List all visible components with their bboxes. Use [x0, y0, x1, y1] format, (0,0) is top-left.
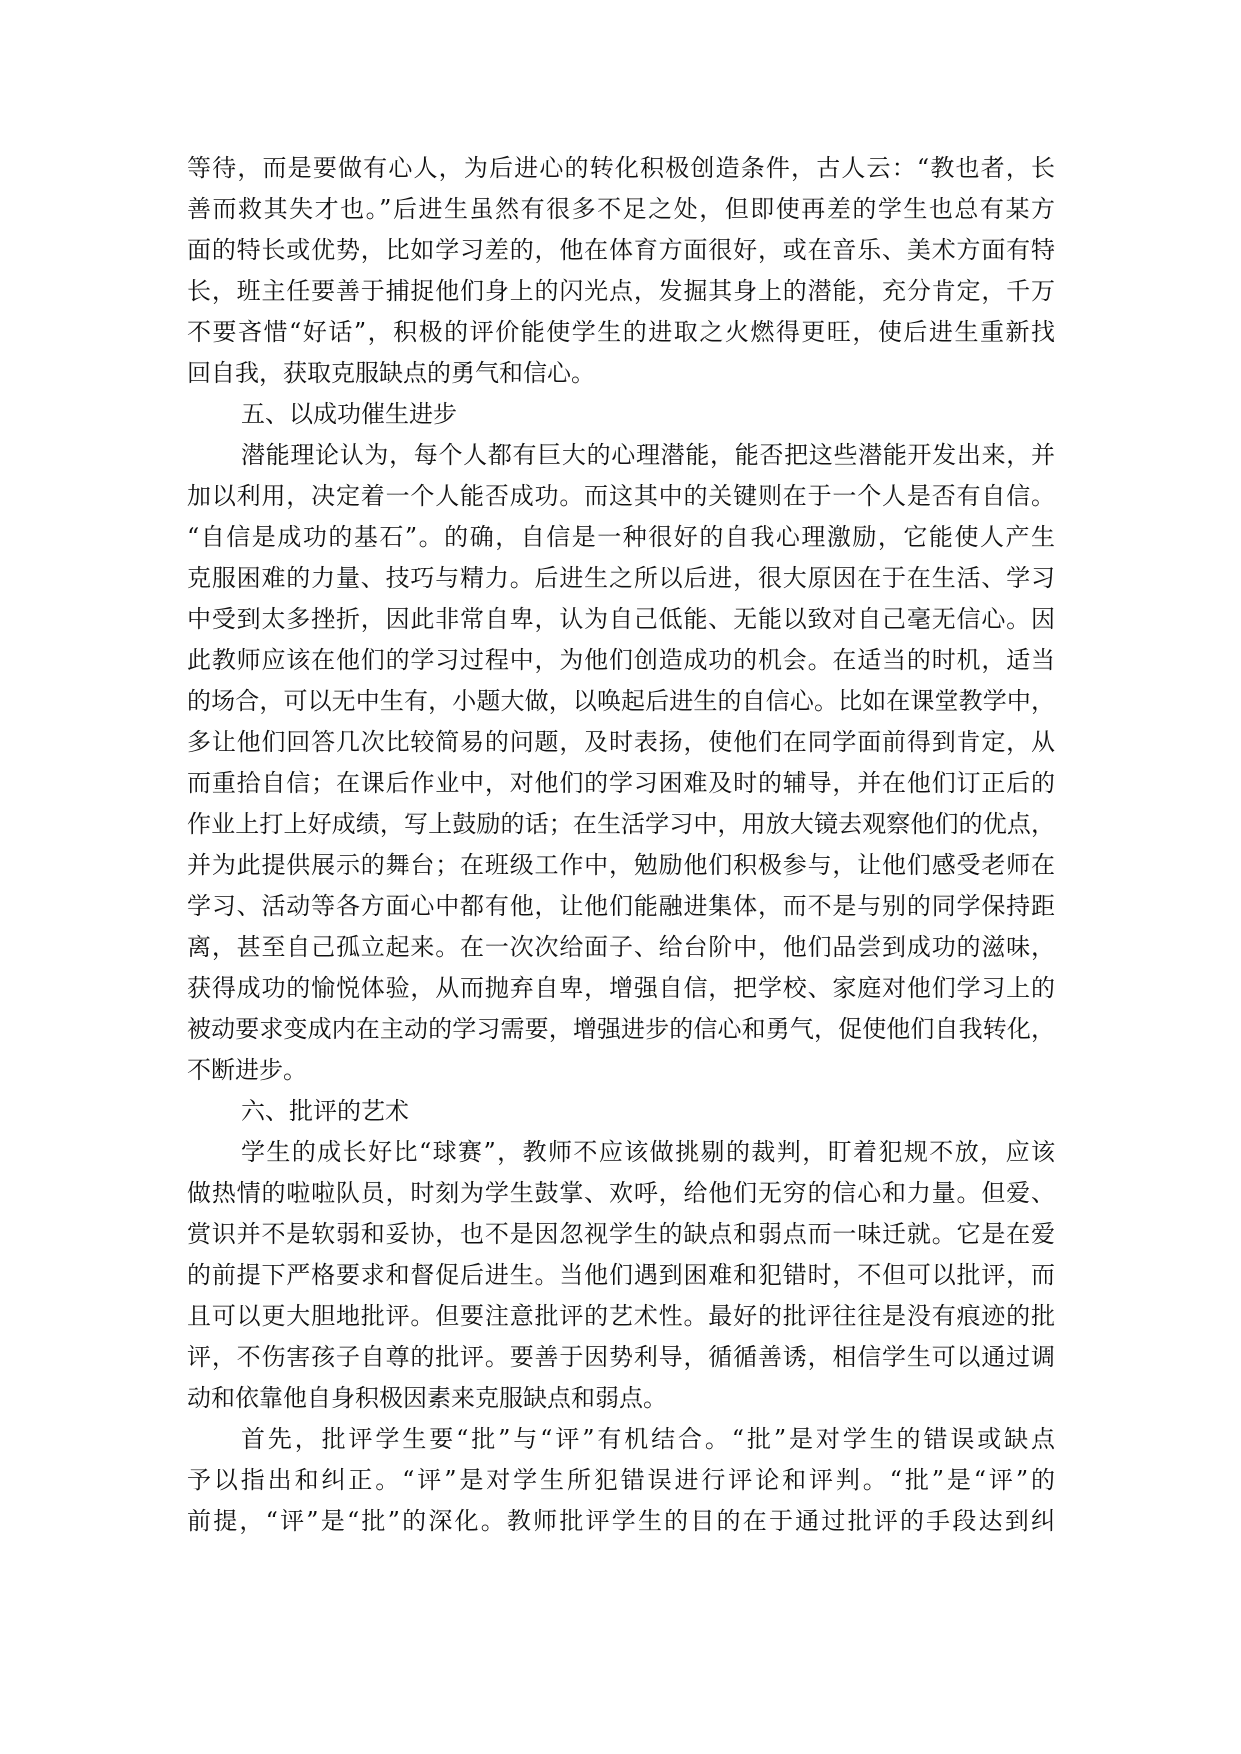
text-line: 获得成功的愉悦体验，从而抛弃自卑，增强自信，把学校、家庭对他们学习上的: [187, 974, 1055, 1002]
text-line: 中受到太多挫折，因此非常自卑，认为自己低能、无能以致对自己毫无信心。因: [187, 605, 1055, 633]
text-line: 回自我，获取克服缺点的勇气和信心。: [187, 359, 595, 387]
text-line: 长，班主任要善于捕捉他们身上的闪光点，发掘其身上的潜能，充分肯定，千万: [187, 277, 1055, 305]
text-line: 而重拾自信；在课后作业中，对他们的学习困难及时的辅导，并在他们订正后的: [187, 769, 1055, 797]
paragraph-first-line: 潜能理论认为，每个人都有巨大的心理潜能，能否把这些潜能开发出来，并: [241, 441, 1055, 469]
text-line: 善而救其失才也。”后进生虽然有很多不足之处，但即使再差的学生也总有某方: [187, 195, 1055, 223]
text-line: “自信是成功的基石”。的确，自信是一种很好的自我心理激励，它能使人产生: [187, 523, 1055, 551]
text-line: 面的特长或优势，比如学习差的，他在体育方面很好，或在音乐、美术方面有特: [187, 236, 1055, 264]
text-line: 做热情的啦啦队员，时刻为学生鼓掌、欢呼，给他们无穷的信心和力量。但爱、: [187, 1179, 1055, 1207]
text-line: 动和依靠他自身积极因素来克服缺点和弱点。: [187, 1384, 667, 1412]
paragraph-first-line: 学生的成长好比“球赛”，教师不应该做挑剔的裁判，盯着犯规不放，应该: [241, 1138, 1055, 1166]
text-line: 的场合，可以无中生有，小题大做，以唤起后进生的自信心。比如在课堂教学中，: [187, 687, 1055, 715]
text-line: 此教师应该在他们的学习过程中，为他们创造成功的机会。在适当的时机，适当: [187, 646, 1055, 674]
text-line: 且可以更大胆地批评。但要注意批评的艺术性。最好的批评往往是没有痕迹的批: [187, 1302, 1055, 1330]
text-line: 不要吝惜“好话”，积极的评价能使学生的进取之火燃得更旺，使后进生重新找: [187, 318, 1055, 346]
text-line: 并为此提供展示的舞台；在班级工作中，勉励他们积极参与，让他们感受老师在: [187, 851, 1055, 879]
text-line: 学习、活动等各方面心中都有他，让他们能融进集体，而不是与别的同学保持距: [187, 892, 1055, 920]
section-heading: 五、以成功催生进步: [241, 400, 457, 428]
text-line: 赏识并不是软弱和妥协，也不是因忽视学生的缺点和弱点而一味迁就。它是在爱: [187, 1220, 1055, 1248]
text-line: 离，甚至自己孤立起来。在一次次给面子、给台阶中，他们品尝到成功的滋味，: [187, 933, 1055, 961]
text-line: 等待，而是要做有心人，为后进心的转化积极创造条件，古人云：“教也者，长: [187, 154, 1055, 182]
text-line: 前提，“评”是“批”的深化。教师批评学生的目的在于通过批评的手段达到纠: [187, 1507, 1055, 1535]
text-line: 的前提下严格要求和督促后进生。当他们遇到困难和犯错时，不但可以批评，而: [187, 1261, 1055, 1289]
section-heading: 六、批评的艺术: [241, 1097, 409, 1125]
text-line: 予以指出和纠正。“评”是对学生所犯错误进行评论和评判。“批”是“评”的: [187, 1466, 1055, 1494]
text-line: 多让他们回答几次比较简易的问题，及时表扬，使他们在同学面前得到肯定，从: [187, 728, 1055, 756]
paragraph-first-line: 首先，批评学生要“批”与“评”有机结合。“批”是对学生的错误或缺点: [241, 1425, 1055, 1453]
text-line: 加以利用，决定着一个人能否成功。而这其中的关键则在于一个人是否有自信。: [187, 482, 1055, 510]
text-line: 被动要求变成内在主动的学习需要，增强进步的信心和勇气，促使他们自我转化，: [187, 1015, 1055, 1043]
text-line: 作业上打上好成绩，写上鼓励的话；在生活学习中，用放大镜去观察他们的优点，: [187, 810, 1055, 838]
body-text: [187, 148, 1055, 1542]
text-line: 评，不伤害孩子自尊的批评。要善于因势利导，循循善诱，相信学生可以通过调: [187, 1343, 1055, 1371]
text-line: 克服困难的力量、技巧与精力。后进生之所以后进，很大原因在于在生活、学习: [187, 564, 1055, 592]
text-line: 不断进步。: [187, 1056, 307, 1084]
